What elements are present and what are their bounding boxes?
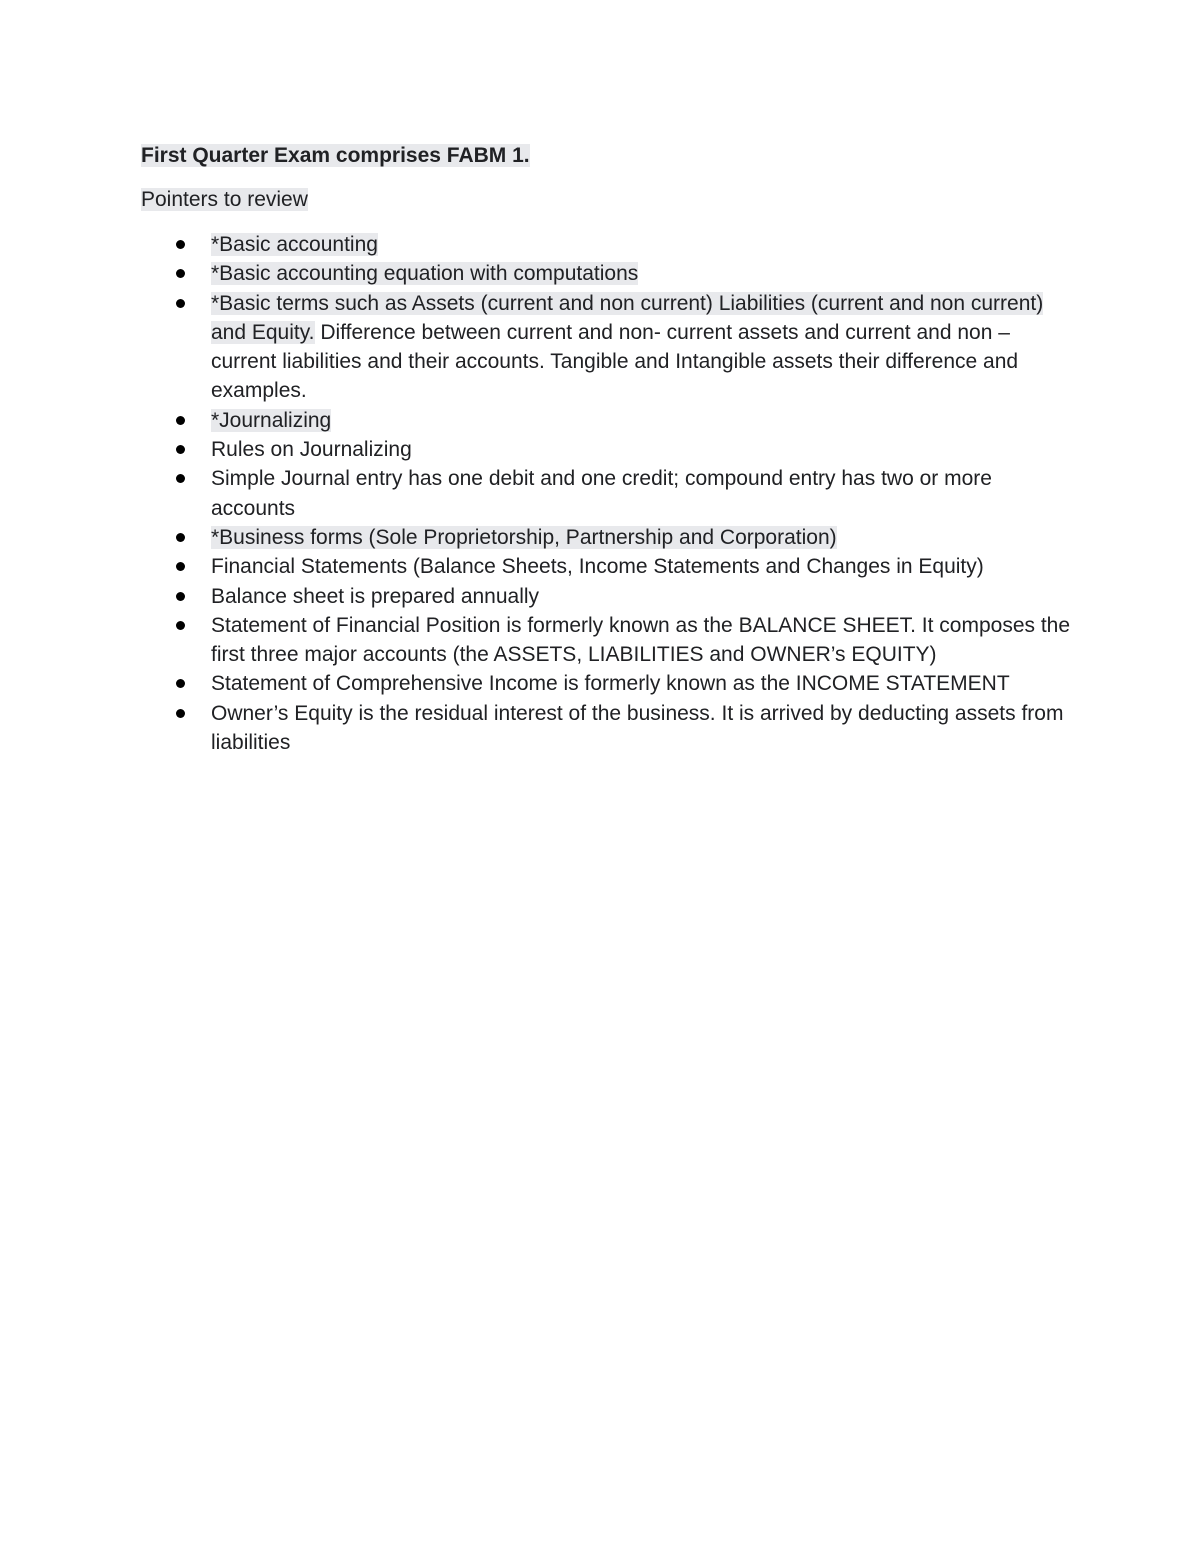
document-page — [141, 140, 1071, 757]
list-item-text: *Business forms (Sole Proprietorship, Partnership and Corporation) — [211, 525, 837, 549]
bullet-icon — [176, 709, 185, 718]
bullet-icon — [176, 299, 185, 308]
list-item-text: *Journalizing — [211, 408, 332, 432]
bullet-icon — [176, 240, 185, 249]
list-item-highlighted-text: *Basic terms such as Assets (current and non current) Liabilities (current and non current) and Equity. — [211, 291, 1044, 344]
list-item — [141, 611, 1071, 670]
bullet-icon — [176, 533, 185, 542]
list-item — [141, 230, 1071, 259]
list-item — [141, 552, 1071, 581]
list-item — [141, 464, 1071, 523]
list-item — [141, 259, 1071, 288]
list-item — [141, 435, 1071, 464]
list-item-text: Owner’s Equity is the residual interest of the business. It is arrived by deducting assets from liabilities — [211, 701, 1064, 755]
list-item-text: Rules on Journalizing — [211, 438, 412, 462]
list-item-text: Financial Statements (Balance Sheets, Income Statements and Changes in Equity) — [211, 555, 984, 579]
list-item-text: Balance sheet is prepared annually — [211, 584, 540, 608]
list-item — [141, 669, 1071, 698]
bullet-icon — [176, 445, 185, 454]
list-item — [141, 582, 1071, 611]
pointers-list — [141, 230, 1071, 757]
list-item-text: Statement of Comprehensive Income is formerly known as the INCOME STATEMENT — [211, 672, 1010, 696]
list-item-text: Simple Journal entry has one debit and one credit; compound entry has two or more accounts — [211, 467, 992, 520]
subtitle-text: Pointers to review — [141, 188, 308, 211]
bullet-icon — [176, 679, 185, 688]
list-item — [141, 699, 1071, 758]
list-item — [141, 406, 1071, 435]
list-item — [141, 289, 1071, 406]
list-item-text: *Basic accounting — [211, 233, 378, 256]
bullet-icon — [176, 269, 185, 278]
document-subtitle — [141, 184, 1071, 216]
document-title — [141, 140, 1071, 172]
title-text: First Quarter Exam comprises FABM 1. — [141, 144, 530, 167]
bullet-icon — [176, 592, 185, 601]
list-item-text: Statement of Financial Position is formerly known as the BALANCE SHEET. It composes the first three major accounts (the ASSETS, LIABILITIES and OWNER’s EQUITY) — [211, 613, 1071, 667]
bullet-icon — [176, 621, 185, 630]
bullet-icon — [176, 562, 185, 571]
list-item-text: Difference between current and non- current assets and current and non – current liabilities and their accounts. Tangible and Intangible assets their difference and examples. — [211, 320, 1019, 403]
bullet-icon — [176, 416, 185, 425]
list-item-text: *Basic accounting equation with computations — [211, 262, 639, 286]
list-item — [141, 523, 1071, 552]
bullet-icon — [176, 474, 185, 483]
